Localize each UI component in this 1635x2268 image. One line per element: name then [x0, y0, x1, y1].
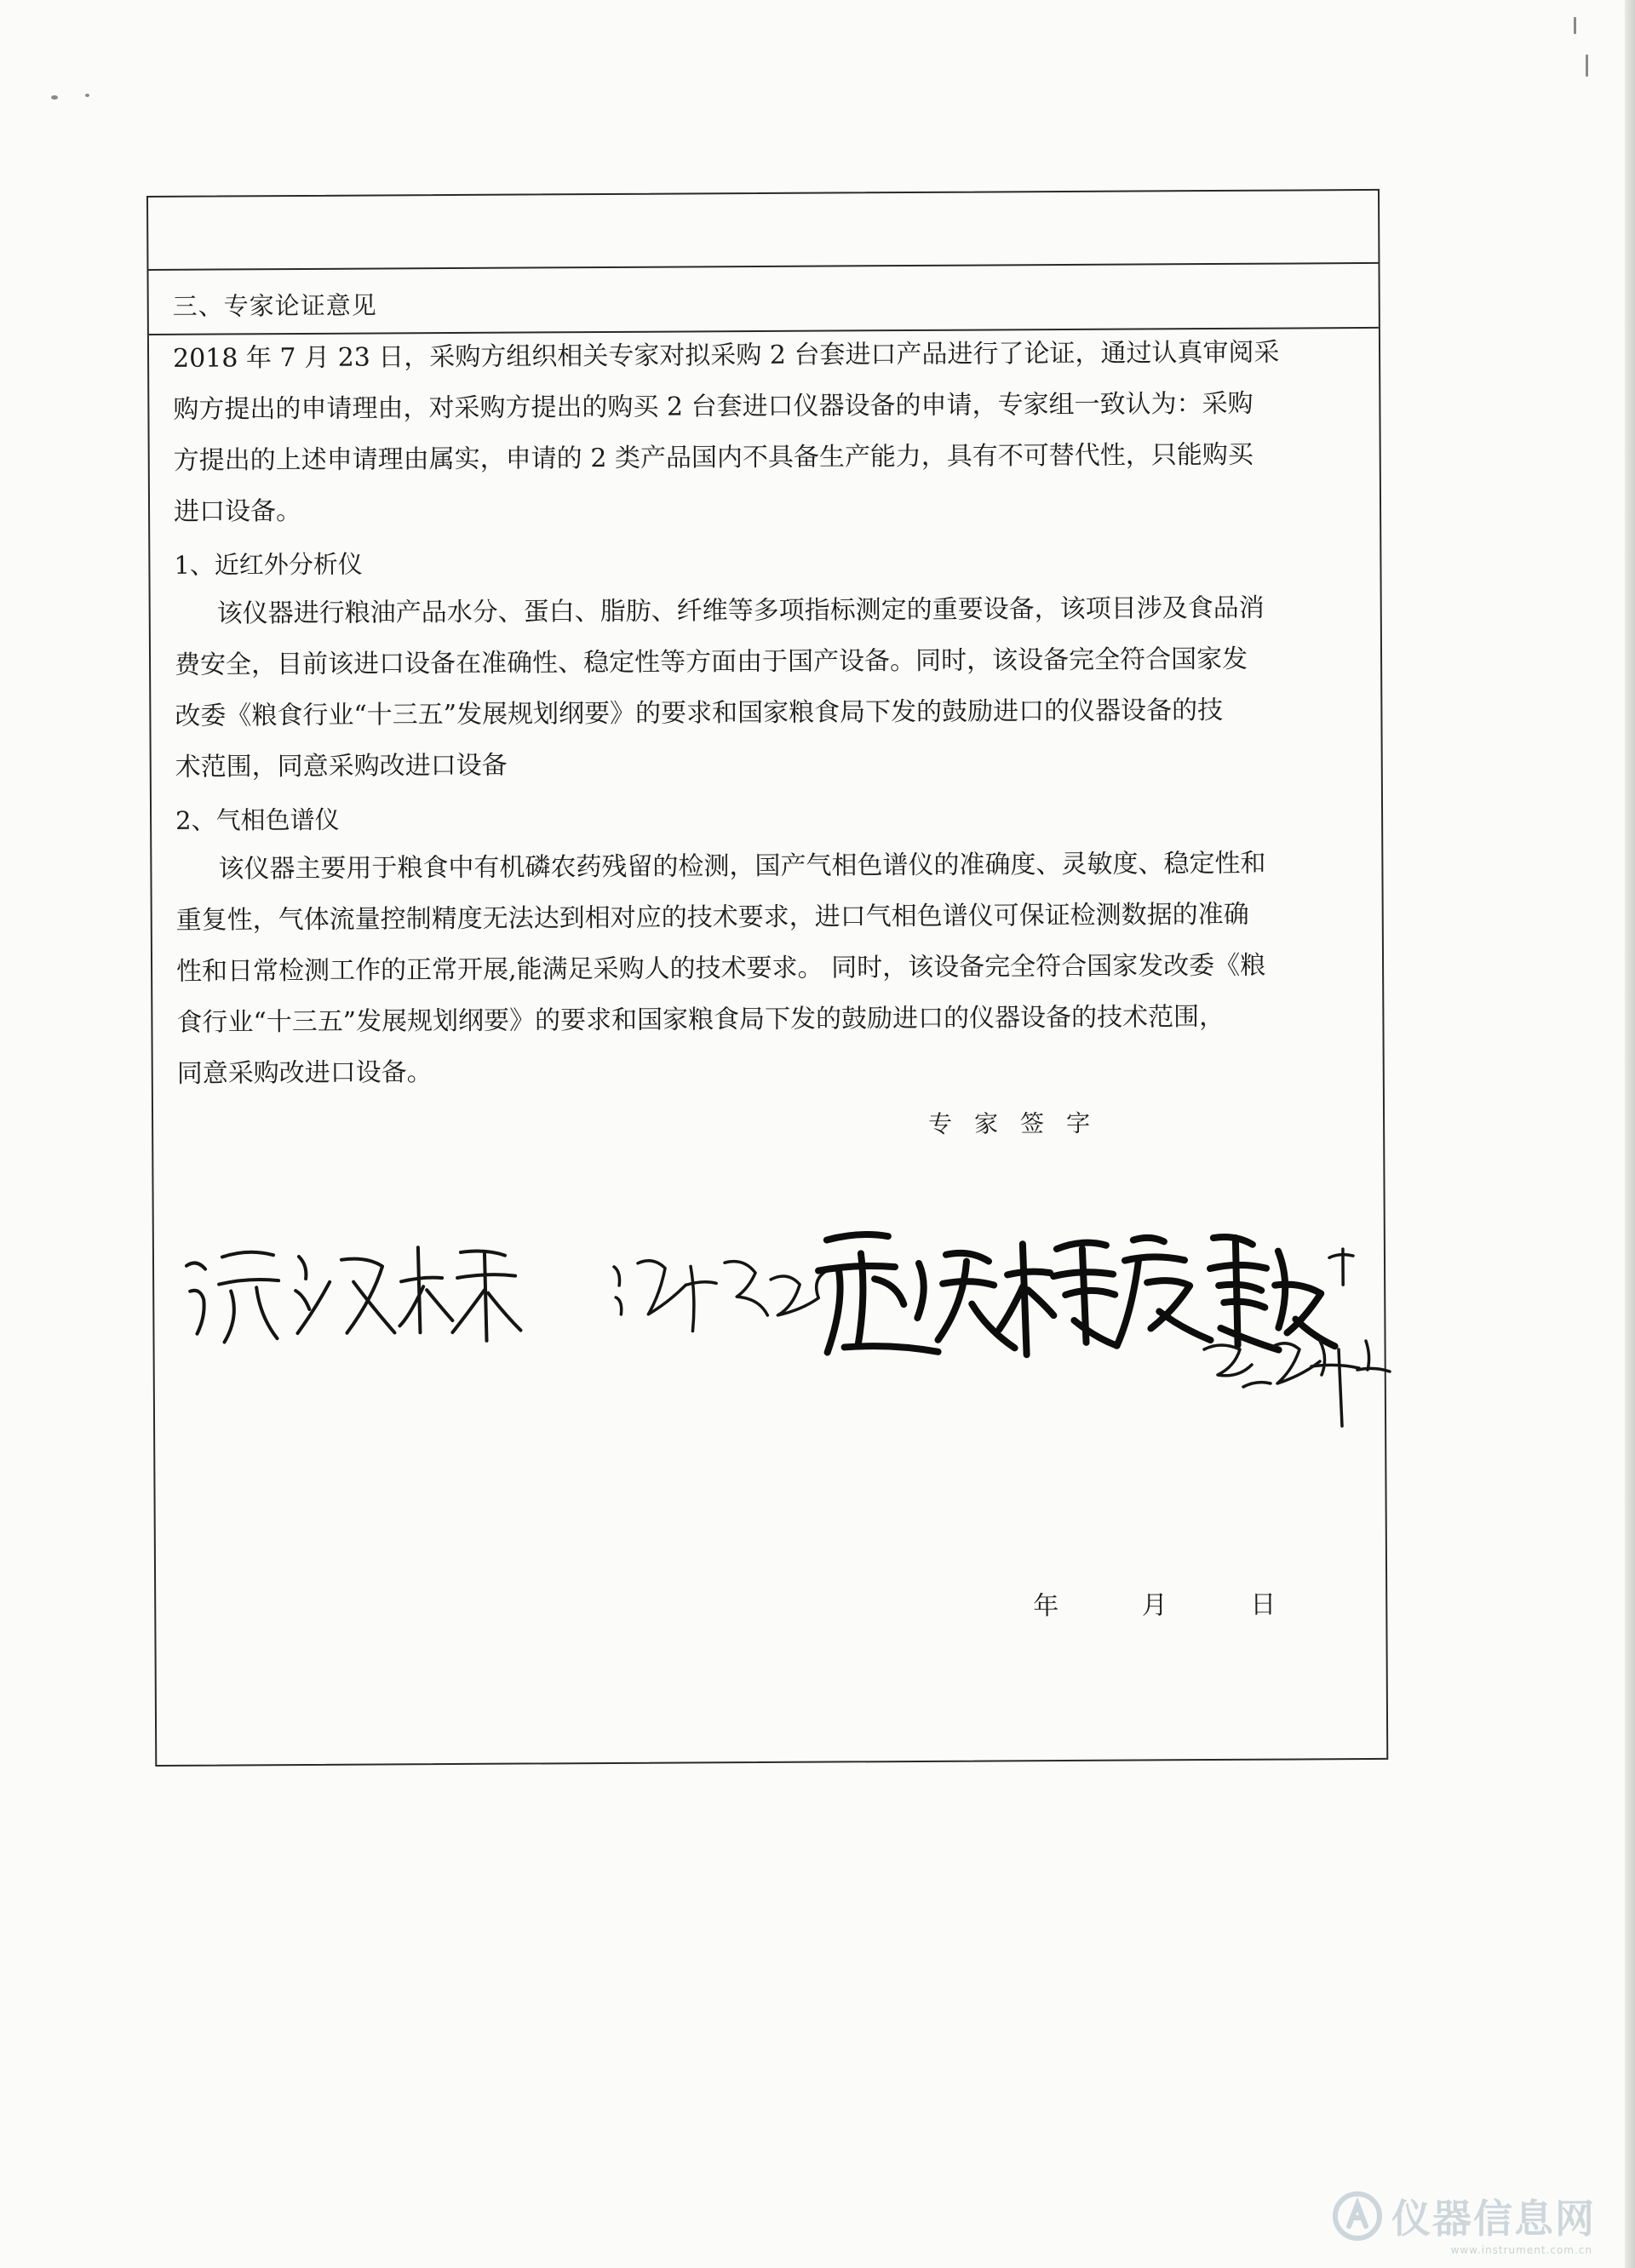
- signature-1: [186, 1247, 521, 1343]
- scan-speck: [1586, 54, 1588, 77]
- date-month-label: 月: [1141, 1590, 1167, 1621]
- signature-5-full: [1192, 1315, 1397, 1443]
- watermark-logo-icon: [1330, 2189, 1385, 2243]
- watermark-url: www.instrument.com.cn: [1450, 2244, 1592, 2256]
- paragraph-line: 购方提出的申请理由，对采购方提出的购买 2 台套进口仪器设备的申请，专家组一致认为：采购: [173, 388, 1254, 425]
- scan-edge: [1625, 0, 1635, 2268]
- paragraph-line: 该仪器主要用于粮食中有机磷农药残留的检测，国产气相色谱仪的准确度、灵敏度、稳定性和: [218, 848, 1266, 885]
- paragraph-line: 方提出的上述申请理由属实，申请的 2 类产品国内不具备生产能力，具有不可替代性，只能购买: [173, 439, 1254, 476]
- signature-3: [818, 1234, 1015, 1353]
- signature-date: [1033, 1583, 1317, 1622]
- paragraph-line: 该仪器进行粮油产品水分、蛋白、脂肪、纤维等多项指标测定的重要设备，该项目涉及食品消: [216, 593, 1265, 629]
- date-year-label: 年: [1033, 1591, 1059, 1622]
- intro-paragraph: [173, 327, 1364, 538]
- signature-5: [1329, 1249, 1353, 1285]
- paragraph-line: 进口设备。: [173, 495, 302, 527]
- signature-2: [614, 1260, 827, 1332]
- item-heading-gc: 2、气相色谱仪: [175, 805, 340, 835]
- item-heading-nir: 1、近红外分析仪: [174, 549, 363, 580]
- opinion-body: [173, 327, 1368, 1100]
- scan-speck: [85, 94, 89, 97]
- item-paragraph-gc: [175, 838, 1368, 1100]
- paragraph-line: 食行业“十三五”发展规划纲要》的要求和国家粮食局下发的鼓励进口的仪器设备的技术范围，: [176, 1001, 1225, 1038]
- paragraph-line: 费安全，目前该进口设备在准确性、稳定性等方面由于国产设备。同时，该设备完全符合国家发: [174, 644, 1248, 680]
- scan-speck: [1574, 17, 1576, 34]
- scan-speck: [51, 95, 58, 100]
- expert-opinion-form: [146, 189, 1388, 1767]
- paragraph-line: 重复性，气体流量控制精度无法达到相对应的技术要求，进口气相色谱仪可保证检测数据的准确: [175, 899, 1249, 936]
- date-day-label: 日: [1250, 1589, 1276, 1620]
- item-paragraph-nir: [175, 582, 1366, 793]
- site-watermark: [1330, 2188, 1596, 2256]
- section-title: 三、专家论证意见: [172, 290, 377, 321]
- paragraph-line: 2018 年 7 月 23 日，采购方组织相关专家对拟采购 2 台套进口产品进行了论证，通过认真审阅采: [172, 337, 1280, 374]
- table-row-divider: [148, 262, 1378, 271]
- paragraph-line: 改委《粮食行业“十三五”发展规划纲要》的要求和国家粮食局下发的鼓励进口的仪器设备的技: [175, 695, 1224, 731]
- paragraph-line: 同意采购改进口设备。: [176, 1057, 433, 1089]
- paragraph-line: 术范围，同意采购改进口设备: [175, 750, 508, 782]
- paragraph-line: 性和日常检测工作的正常开展,能满足采购人的技术要求。 同时，该设备完全符合国家发改委《粮: [175, 950, 1266, 987]
- watermark-text: 仪器信息网: [1391, 2196, 1596, 2242]
- signature-label: 专家签字: [928, 1108, 1113, 1138]
